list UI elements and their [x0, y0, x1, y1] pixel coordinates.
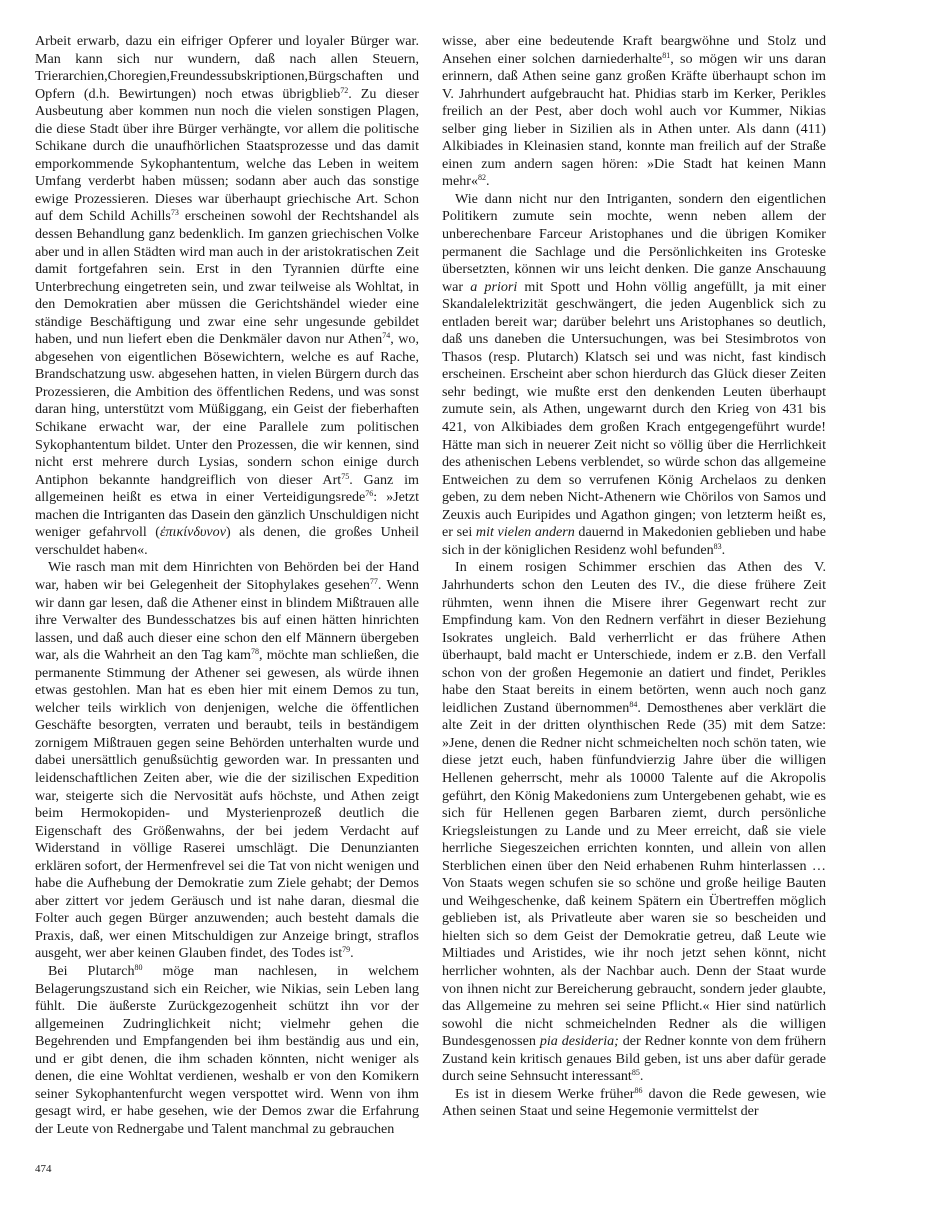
- paragraph: Wie rasch man mit dem Hinrichten von Behörden bei der Hand war, haben wir bei Gelegenheit der Sitophylakes gesehen$^{77}$. Wenn wir dann gar lesen, daß die Athener einst in blindem Mißtrauen alle ihre Verwalter des Bundesschatzes bis auf einen hätten hinrichten lassen, und daß auch dieser eine schon den elf Männern übergeben war, als die Wahrheit an den Tag kam$^{78}$, möchte man schließen, die permanente Stimmung der Athener sei gewesen, als würde ihnen etwas gestohlen. Man hat es eben hier mit einem Demos zu tun, welcher teils wirklich von denjenigen, welche die öffentlichen Geschäfte besorgten, verraten und beraubt, teils in beständigem zornigem Mißtrauen gegen seine Behörden unterhalten wurde und dabei unersättlich genußsüchtig geworden war. In pressanten und leidenschaftlichen Zeiten aber, wie die der sizilischen Expedition war, steigerte sich die Nervosität aufs höchste, und Athen zeigt beim Hermokopiden- und Mysterienprozeß deutlich die Eigenschaft des Größenwahns, der bei jedem Verdacht auf Widerstand in völlige Raserei umschlägt. Die Denunzianten erklären sofort, der Hermenfrevel sei die Tat von nicht wenigen und habe die Aufhebung der Demokratie zum Ziele gehabt; der Demos aber zittert vor jedem Geräusch und ist nahe daran, diesmal die Folter auch gegen Bürger anzuwenden; auch besteht damals die Praxis, daß, wer einen Mitschuldigen zur Anzeige bringt, straflos ausgeht, wer aber keinen Glauben findet, des Todes ist$^{79}$.: [35, 559, 419, 962]
- italic-phrase: pia desideria;: [539, 1033, 619, 1050]
- footnote-marker[interactable]: 72: [340, 85, 349, 95]
- footnote-marker[interactable]: 79: [342, 945, 351, 955]
- greek-term: ἐπικίνδυνον: [159, 524, 226, 541]
- footnote-marker[interactable]: 85: [631, 1068, 640, 1078]
- right-column: [442, 33, 826, 1121]
- paragraph: Wie dann nicht nur den Intriganten, sondern den eigentlichen Politikern zumute sein mochte, wenn neben allem der unberechenbare Farceur Aristophanes und die übrigen Komiker permanent die Sachlage und die Persönlichkeiten ins Groteske übersetzten, können wir uns leicht denken. Die ganze Anschauung war a priori mit Spott und Hohn völlig angefüllt, ja mit einer Skandalelektrizität geschwängert, die jeden Augenblick sich zu entladen bereit war; darüber belehrt uns Aristophanes so deutlich, daß uns daneben die Untersuchungen, was bei Stesimbrotos von Thasos (resp. Plutarch) Klatsch sei und was nicht, fast kindisch erscheinen. Erscheint aber schon hierdurch das Glück dieser Zeiten sehr bedingt, wie mußte erst den denkenden Leuten überhaupt zumute sein, als Athen, ungewarnt durch den Krieg von 431 bis 421, von Alkibiades dem großen Krach entgegengeführt wurde! Hätte man sich in neuerer Zeit nicht so völlig über die Herrlichkeit des athenischen Lebens verblendet, so würde schon das allgemeine Entweichen zu dem so verrufenen König Archelaos zu denken geben, zu dem neben Nicht-Athenern wie Chörilos von Samos und Zeuxis auch Euripides und Agathon gingen; von letzterm heißt es, er sei mit vielen andern dauernd in Makedonien geblieben und habe sich in der königlichen Residenz wohl befunden$^{83}$.: [442, 190, 826, 558]
- paragraph: In einem rosigen Schimmer erschien das Athen des V. Jahrhunderts schon den Leuten des IV., die diese frühere Zeit rühmten, wenn ihnen die Misere ihrer Gegenwart recht zur Empfindung kam. Von den Rednern verfährt in dieser Beziehung Isokrates ungleich. Bald verherrlicht er das frühere Athen überhaupt, bald macht er Unterschiede, indem er z.B. den Verfall schon von der großen Hegemonie an datiert und findet, Perikles habe den Staat bereits in einem betörten, wenn auch noch ganz leidlichen Zustand übernommen$^{84}$. Demosthenes aber verklärt die alte Zeit in der dritten olynthischen Rede (35) mit dem Satze: »Jene, denen die Redner nicht schmeichelten noch schön taten, wie diese jetzt euch, haben fünfundvierzig Jahre über die willigen Hellenen geherrscht, mehr als 10000 Talente auf die Akropolis geführt, den König Makedoniens zum Untergebenen gehabt, wie es sich für Hellenen gegen Barbaren ziemt, durch persönliche Kriegsleistungen zu Lande und zu Meer erreicht, daß sie viele herrliche Siegeszeichen errichten konnten, und allein von allen Sterblichen einen über den Neid erhabenen Ruhm hinterlassen … Von Staats wegen schufen sie so schöne und große heilige Bauten und Weihgeschenke, daß keinem Spätern ein Übertreffen möglich geblieben ist, als Privatleute aber waren sie so bescheiden und hielten sich so dem Geist der Demokratie getreu, daß Leute wie Miltiades und Aristides, wie ihr noch jetzt sehen könnt, nicht herrlicher wohnten, als der Nachbar auch. Denn der Staat wurde von ihnen nicht zur Bereicherung gebraucht, sondern jeder glaubte, das Allgemeine zu mehren sei seine Pflicht.« Hier sind natürlich sowohl die nicht schmeichelnden Redner als die willigen Bundesgenossen pia desideria; der Redner konnte von dem frühern Zustand kein kritisch genaues Bild geben, ist uns aber dafür gerade durch seine Sehnsucht interessant$^{85}$.: [442, 559, 826, 1085]
- footnote-marker[interactable]: 73: [170, 208, 179, 218]
- footnote-marker[interactable]: 78: [250, 647, 259, 657]
- left-column: [35, 33, 419, 1138]
- paragraph: Bei Plutarch$^{80}$ möge man nachlesen, in welchem Belagerungszustand sich ein Reicher, wie Nikias, sein Leben lang fühlt. Die äußerste Zurückgezogenheit schützt ihn vor der allgemeinen Zudringlichkeit nicht; vielmehr gehen die Begehrenden und Empfangenden bei ihm beständig aus und ein, und er gibt denen, die ihm schaden könnten, nicht weniger als denen, die eine Wohltat verdienen, weshalb er von den Komikern seiner Sykophantenfurcht wegen verspottet wird. Wenn von ihm gesagt wird, er habe gesehen, wie der Demos zwar die Erfahrung der Leute von Rednergabe und Talent manchmal zu gebrauchen: [35, 962, 419, 1137]
- footnote-marker[interactable]: 81: [662, 50, 671, 60]
- footnote-marker[interactable]: 86: [634, 1085, 643, 1095]
- footnote-marker[interactable]: 82: [478, 173, 487, 183]
- italic-phrase: mit vielen andern: [475, 524, 575, 541]
- footnote-marker[interactable]: 80: [134, 962, 143, 972]
- footnote-marker[interactable]: 84: [629, 699, 638, 709]
- footnote-marker[interactable]: 83: [713, 541, 722, 551]
- paragraph: Arbeit erwarb, dazu ein eifriger Opferer und loyaler Bürger war. Man kann sich nur wundern, daß nach allen Steuern, Trierarchien,Choregien,Freundessubskriptionen,Bürgschaften und Opfern (d.h. Bewirtungen) noch etwas übrigblieb$^{72}$. Zu dieser Ausbeutung aber kommen nun noch die vielen sonstigen Plagen, die diese Stadt über ihre Bürger verhängte, vor allem die politische Schikane durch die unaufhörlichen Staatsprozesse und das damit emporkommende Sykophantentum, welche das Leben in weitem Umfang verderbt haben müssen; sodann aber auch das sonstige ewige Prozessieren. Dieses war überhaupt griechische Art. Schon auf dem Schild Achills$^{73}$ erscheinen sowohl der Rechtshandel als dessen Behandlung ganz bedenklich. Im ganzen griechischen Volke aber und in allen Städten wird man auch in der aristokratischen Zeit damit fortgefahren sein. Erst in den Tyrannien dürfte eine Unterbrechung eingetreten sein, und zwar teilweise als Wohltat, in den Demokratien aber müssen die Gerichtshändel wieder eine ständige Beschäftigung und zwar eine sehr ungesunde gebildet haben, und nun liefert eben die Denkmäler davon nur Athen$^{74}$, wo, abgesehen von eigentlichen Bösewichtern, welche es auf Rache, Brandschatzung usw. abgesehen hatten, in vielen Bürgern durch das Prozessieren, die Ambition des öffentlichen Redens, und was sonst daran hing, unterstützt vom Müßiggang, ein Geist der fieberhaften Schikane erwacht war, der eine Parallele zum politischen Sykophantentum bildet. Unter den Prozessen, die wir kennen, sind nicht erst mehrere durch Lysias, sondern schon einige durch Antiphon bekannte handgreiflich von dieser Art$^{75}$. Ganz im allgemeinen heißt es etwa in einer Verteidigungsrede$^{76}$: »Jetzt machen die Intriganten das Dasein den gänzlich Unschuldigen nicht weniger gefahrvoll (ἐπικίνδυνον) als denen, die großes Unheil verschuldet haben«.: [35, 33, 420, 558]
- italic-phrase: a priori: [470, 278, 518, 295]
- paragraph: Es ist in diesem Werke früher$^{86}$ davon die Rede gewesen, wie Athen seinen Staat und seine Hegemonie vermittelst der: [442, 1085, 826, 1120]
- footnote-marker[interactable]: 75: [341, 471, 350, 481]
- page-number: 474: [35, 1163, 52, 1175]
- paragraph: wisse, aber eine bedeutende Kraft beargwöhne und Stolz und Ansehen einer solchen darniederhalte$^{81}$, so mögen wir uns daran erinnern, daß Athen seine ganz großen Kräfte überhaupt schon im V. Jahrhundert aufgebraucht hat. Phidias starb im Kerker, Perikles freilich an der Pest, aber doch wohl auch vor Kummer, Nikias selber ging lieber in Sizilien als in Athen unter. Als dann (411) Alkibiades in Kleinasien stand, konnte man freilich auf der Straße einen zum andern sagen hören: »Die Stadt hat keinen Mann mehr«$^{82}$.: [442, 33, 827, 190]
- footnote-marker[interactable]: 76: [365, 489, 374, 499]
- footnote-marker[interactable]: 74: [382, 331, 391, 341]
- footnote-marker[interactable]: 77: [369, 576, 378, 586]
